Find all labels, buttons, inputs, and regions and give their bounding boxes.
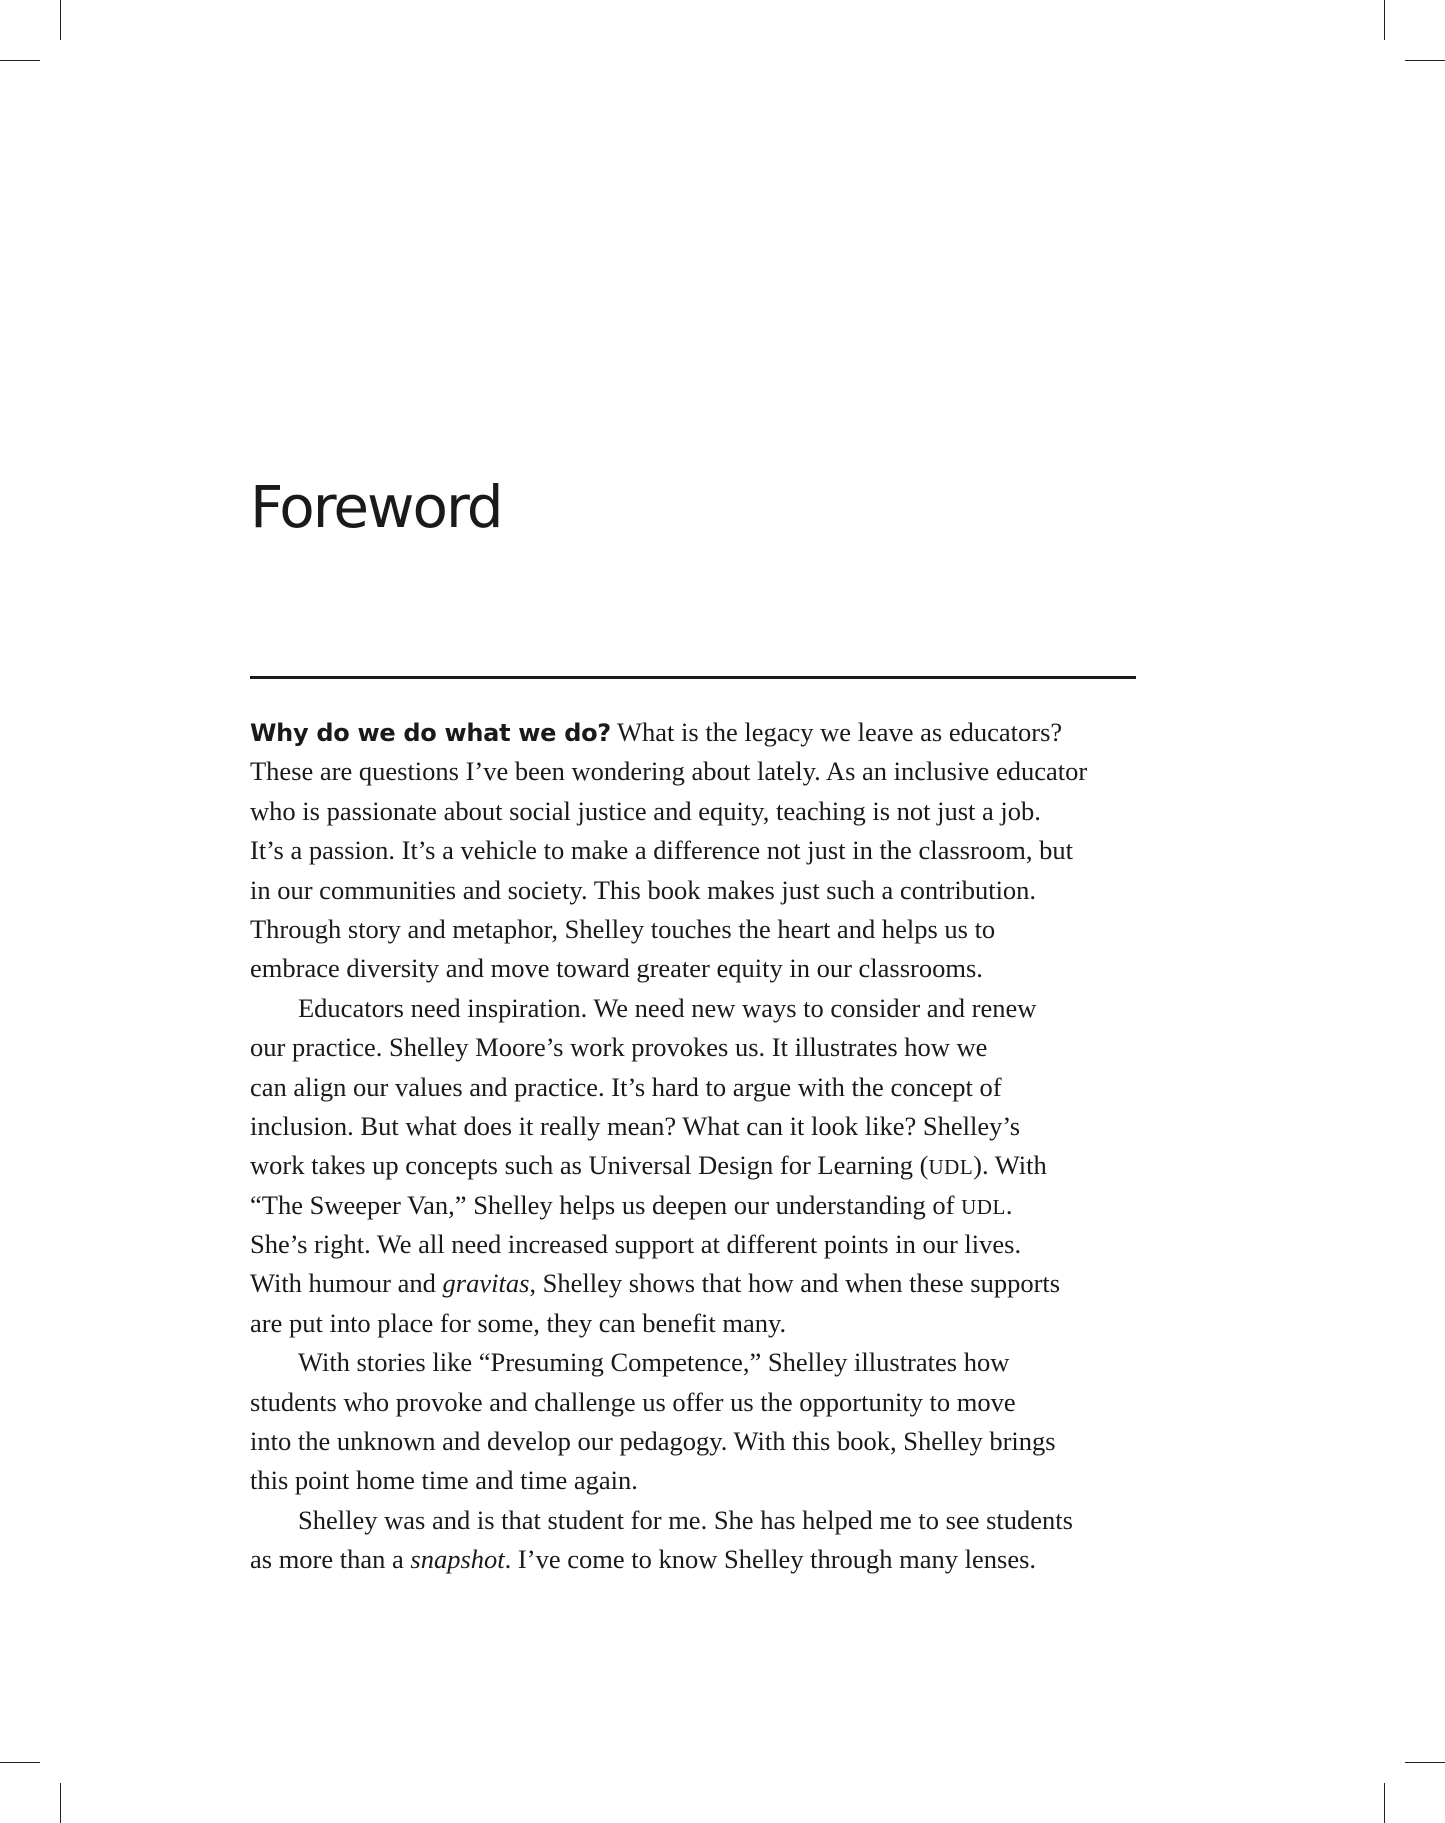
text-line [250, 831, 1136, 870]
line-text: work takes up concepts such as Universal Design for Learning ( [250, 1150, 929, 1181]
line-text: . [1005, 1189, 1013, 1220]
text-line [250, 1383, 1136, 1422]
line-text: These are questions I’ve been wondering about lately. As an inclusive educator [250, 756, 1088, 787]
crop-mark-top-right [1384, 0, 1385, 40]
text-line [250, 1461, 1136, 1500]
crop-mark-top-left [60, 0, 61, 40]
line-text: ). With [973, 1150, 1047, 1181]
line-text: can align our values and practice. It’s hard to argue with the concept of [250, 1071, 1002, 1102]
foreword-body [250, 713, 1136, 1580]
text-line [250, 1028, 1136, 1067]
text-line [250, 1107, 1136, 1146]
line-text: With stories like “Presuming Competence,” Shelley illustrates how [298, 1347, 1010, 1378]
crop-mark-bottom-left-h [0, 1762, 40, 1763]
lead-in-question: Why do we do what we do? [250, 719, 611, 747]
line-text: What is the legacy we leave as educators? [610, 717, 1063, 747]
text-line [250, 989, 1136, 1028]
chapter-title: Foreword [250, 473, 502, 541]
line-text: Shelley was and is that student for me. She has helped me to see students [298, 1504, 1073, 1535]
text-line [250, 792, 1136, 831]
line-text: who is passionate about social justice and equity, teaching is not just a job. [250, 795, 1041, 826]
text-line [250, 713, 1136, 752]
emphasis: snapshot [410, 1544, 505, 1575]
line-text: our practice. Shelley Moore’s work provokes us. It illustrates how we [250, 1032, 988, 1063]
line-text: Shelley shows that how and when these supports [536, 1268, 1061, 1299]
crop-mark-bottom-right [1384, 1783, 1385, 1823]
text-line [250, 1186, 1136, 1225]
line-text: embrace diversity and move toward greater equity in our classrooms. [250, 953, 983, 984]
emphasis: gravitas, [442, 1268, 537, 1299]
line-text: . I’ve come to know Shelley through many lenses. [504, 1544, 1037, 1575]
text-line [250, 1422, 1136, 1461]
line-text: in our communities and society. This book makes just such a contribution. [250, 874, 1037, 905]
text-line [250, 1501, 1136, 1540]
line-text: She’s right. We all need increased support at different points in our lives. [250, 1229, 1022, 1260]
line-text: this point home time and time again. [250, 1465, 638, 1496]
line-text: “The Sweeper Van,” Shelley helps us deepen our understanding of [250, 1189, 962, 1220]
text-line [250, 1343, 1136, 1382]
text-line [250, 871, 1136, 910]
text-line [250, 1540, 1136, 1579]
abbreviation: UDL [928, 1155, 974, 1180]
line-text: It’s a passion. It’s a vehicle to make a difference not just in the classroom, but [250, 835, 1074, 866]
text-line [250, 910, 1136, 949]
abbreviation: UDL [961, 1194, 1006, 1219]
line-text: Through story and metaphor, Shelley touches the heart and helps us to [250, 913, 996, 944]
heading-rule [250, 676, 1136, 679]
text-line [250, 1304, 1136, 1343]
crop-mark-top-right-h [1405, 60, 1445, 61]
text-line [250, 752, 1136, 791]
text-line [250, 1146, 1136, 1185]
line-text: inclusion. But what does it really mean? What can it look like? Shelley’s [250, 1110, 1021, 1141]
crop-mark-bottom-left [60, 1783, 61, 1823]
text-line [250, 1068, 1136, 1107]
line-text: students who provoke and challenge us offer us the opportunity to move [250, 1386, 1016, 1417]
text-line [250, 1225, 1136, 1264]
line-text: are put into place for some, they can benefit many. [250, 1307, 787, 1338]
line-text: With humour and [250, 1268, 443, 1299]
line-text: as more than a [250, 1544, 411, 1575]
text-line [250, 949, 1136, 988]
paragraph [250, 1501, 1136, 1580]
paragraph [250, 1343, 1136, 1501]
paragraph [250, 713, 1136, 989]
line-text: Educators need inspiration. We need new ways to consider and renew [298, 992, 1037, 1023]
crop-mark-top-left-h [0, 60, 40, 61]
text-line [250, 1264, 1136, 1303]
crop-mark-bottom-right-h [1405, 1762, 1445, 1763]
paragraph [250, 989, 1136, 1344]
line-text: into the unknown and develop our pedagogy. With this book, Shelley brings [250, 1426, 1056, 1457]
